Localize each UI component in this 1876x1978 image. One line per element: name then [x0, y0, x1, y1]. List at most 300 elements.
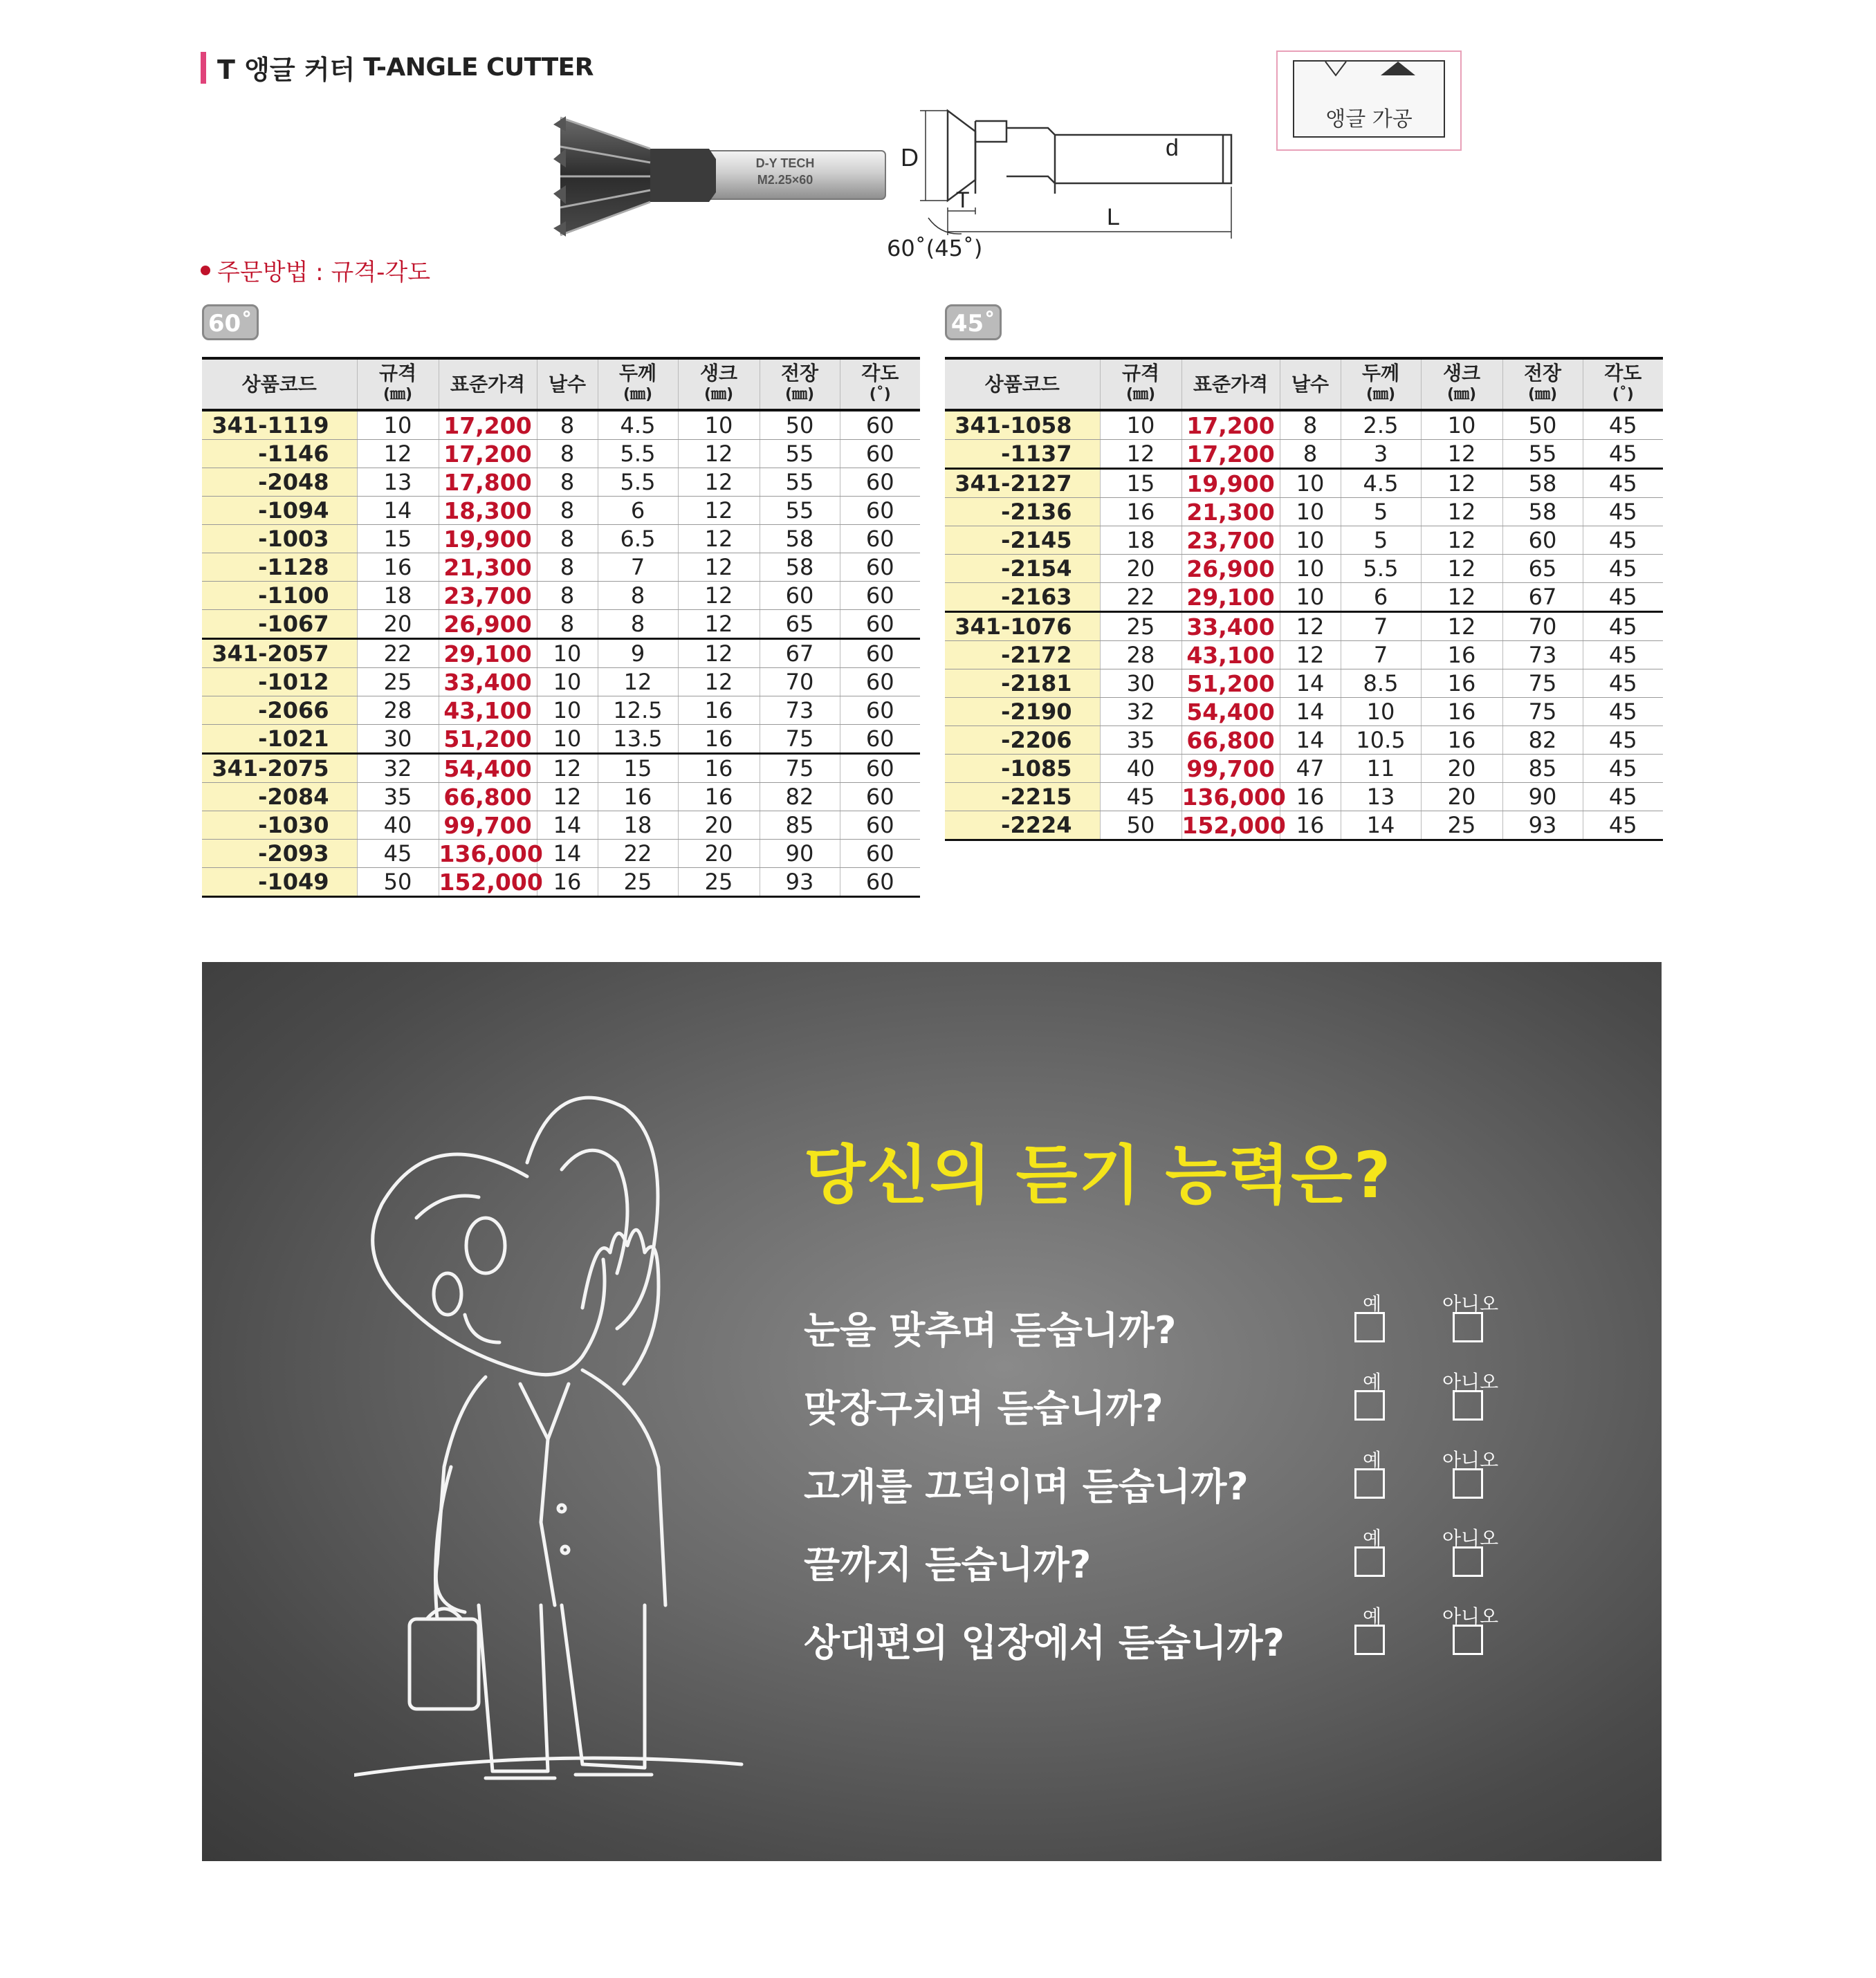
cell-length: 75	[1502, 669, 1583, 698]
engraving-brand: D-Y TECH	[755, 156, 815, 170]
cell-price: 66,800	[1181, 726, 1280, 755]
cell-teeth: 16	[537, 868, 598, 897]
cell-teeth: 10	[1280, 469, 1341, 498]
cell-price: 17,200	[1181, 410, 1280, 440]
cell-thickness: 15	[598, 754, 678, 783]
cell-shank: 10	[1421, 410, 1502, 440]
title-accent-bar	[201, 52, 206, 84]
cell-shank: 12	[678, 497, 760, 525]
cell-angle: 45	[1583, 641, 1663, 669]
checkbox-yes-2[interactable]	[1354, 1390, 1385, 1421]
cell-shank: 16	[678, 783, 760, 811]
spec-table-60	[202, 357, 920, 898]
cell-spec: 15	[1100, 469, 1181, 498]
cell-shank: 16	[1421, 641, 1502, 669]
cell-price: 136,000	[1181, 783, 1286, 811]
col-angle: 각도 (˚)	[1583, 358, 1663, 410]
checkbox-no-3[interactable]	[1453, 1468, 1483, 1499]
cell-shank: 12	[1421, 526, 1502, 555]
cell-code: -1146	[202, 440, 357, 468]
table-row	[202, 497, 920, 525]
cell-price: 43,100	[1181, 641, 1280, 669]
order-method	[201, 253, 430, 287]
cell-code: -1137	[945, 440, 1100, 469]
cell-angle: 45	[1583, 526, 1663, 555]
cell-length: 73	[1502, 641, 1583, 669]
question-3: 고개를 끄덕이며 듣습니까?	[804, 1465, 1249, 1508]
cell-angle: 45	[1583, 698, 1663, 726]
col-length: 전장 (㎜)	[1502, 358, 1583, 410]
cell-shank: 20	[678, 840, 760, 868]
cell-code: 341-2127	[945, 469, 1100, 498]
cell-angle: 45	[1583, 498, 1663, 526]
cell-length: 90	[1502, 783, 1583, 811]
cell-spec: 22	[357, 639, 439, 668]
order-method-text: 주문방법 : 규격-각도	[217, 259, 431, 286]
cell-spec: 35	[1100, 726, 1181, 755]
cell-angle: 45	[1583, 440, 1663, 469]
table-row	[202, 468, 920, 497]
cell-teeth: 16	[1280, 783, 1341, 811]
cell-shank: 10	[678, 410, 760, 440]
cell-angle: 60	[840, 639, 920, 668]
question-4: 끝까지 듣습니까?	[804, 1543, 1092, 1587]
cell-shank: 20	[678, 811, 760, 840]
cell-length: 75	[760, 754, 840, 783]
table-row	[202, 440, 920, 468]
cell-code: -2181	[945, 669, 1100, 698]
cell-length: 55	[760, 468, 840, 497]
cell-angle: 60	[840, 440, 920, 468]
cell-code: -2172	[945, 641, 1100, 669]
cell-shank: 12	[1421, 612, 1502, 641]
cell-teeth: 10	[1280, 526, 1341, 555]
cell-length: 82	[760, 783, 840, 811]
cell-spec: 40	[357, 811, 439, 840]
table-row	[945, 583, 1663, 612]
col-teeth: 날수	[537, 358, 598, 410]
product-photo	[546, 111, 892, 242]
cell-length: 70	[1502, 612, 1583, 641]
col-price: 표준가격	[1181, 358, 1280, 410]
page-title	[201, 48, 594, 86]
cell-thickness: 8	[598, 582, 678, 610]
cell-angle: 60	[840, 783, 920, 811]
cell-spec: 45	[1100, 783, 1181, 811]
cell-price: 33,400	[1181, 612, 1280, 641]
cell-teeth: 47	[1280, 755, 1341, 783]
cell-length: 93	[760, 868, 840, 897]
cell-price: 136,000	[439, 840, 543, 867]
cell-price: 54,400	[439, 754, 537, 783]
bullet-icon	[201, 266, 210, 275]
angle-note: 60˚(45˚)	[887, 235, 983, 261]
cell-thickness: 6	[598, 497, 678, 525]
cell-angle: 60	[840, 868, 920, 897]
badge-45: 45˚	[945, 304, 1002, 340]
cell-shank: 12	[678, 440, 760, 468]
cell-code: -2206	[945, 726, 1100, 755]
cell-teeth: 8	[537, 610, 598, 639]
yes-label: 예	[1363, 1449, 1382, 1472]
table-row	[945, 440, 1663, 469]
cell-angle: 60	[840, 668, 920, 696]
cell-spec: 45	[357, 840, 439, 868]
cell-teeth: 8	[537, 582, 598, 610]
cell-length: 75	[760, 725, 840, 754]
cell-thickness: 5.5	[598, 468, 678, 497]
cell-spec: 25	[1100, 612, 1181, 641]
cell-spec: 28	[357, 696, 439, 725]
cell-thickness: 7	[1341, 612, 1421, 641]
cell-teeth: 12	[537, 783, 598, 811]
checkbox-no-1[interactable]	[1453, 1312, 1483, 1342]
cell-code: -2224	[945, 811, 1100, 840]
cell-angle: 45	[1583, 612, 1663, 641]
cell-shank: 12	[678, 553, 760, 582]
process-illustration	[1276, 50, 1462, 151]
cell-shank: 12	[678, 525, 760, 553]
dim-T: T	[956, 187, 970, 212]
cell-code: -1021	[202, 725, 357, 754]
cell-price: 51,200	[1181, 669, 1280, 698]
col-code: 상품코드	[945, 358, 1100, 410]
cell-teeth: 10	[537, 725, 598, 754]
cell-shank: 20	[1421, 755, 1502, 783]
cell-code: -2190	[945, 698, 1100, 726]
col-code: 상품코드	[202, 358, 357, 410]
cell-teeth: 14	[1280, 726, 1341, 755]
table-row	[945, 526, 1663, 555]
table-row	[945, 811, 1663, 840]
cell-teeth: 8	[537, 525, 598, 553]
table-row	[945, 555, 1663, 583]
cell-price: 29,100	[1181, 583, 1280, 612]
cell-price: 17,800	[439, 468, 537, 497]
listening-quiz-panel	[202, 962, 1662, 1861]
cell-code: -2163	[945, 583, 1100, 612]
cell-length: 75	[1502, 698, 1583, 726]
yes-label: 예	[1363, 1371, 1382, 1394]
cell-spec: 32	[1100, 698, 1181, 726]
cell-shank: 16	[1421, 726, 1502, 755]
engraving-size: M2.25×60	[757, 173, 813, 187]
col-price: 표준가격	[439, 358, 537, 410]
cell-teeth: 8	[1280, 440, 1341, 469]
cell-thickness: 13.5	[598, 725, 678, 754]
cell-spec: 32	[357, 754, 439, 783]
checkbox-yes-4[interactable]	[1354, 1546, 1385, 1577]
cell-angle: 60	[840, 497, 920, 525]
cell-length: 65	[1502, 555, 1583, 583]
table-row	[202, 868, 920, 897]
cell-length: 50	[1502, 410, 1583, 440]
cell-angle: 60	[840, 754, 920, 783]
checkbox-yes-3[interactable]	[1354, 1468, 1385, 1499]
cell-thickness: 22	[598, 840, 678, 868]
table-row	[202, 783, 920, 811]
cell-spec: 30	[1100, 669, 1181, 698]
table-header-row	[945, 358, 1663, 410]
cell-code: -1012	[202, 668, 357, 696]
table-row	[945, 726, 1663, 755]
cell-spec: 50	[357, 868, 439, 897]
cell-teeth: 10	[537, 696, 598, 725]
cell-shank: 25	[678, 868, 760, 897]
cell-angle: 45	[1583, 555, 1663, 583]
cell-angle: 45	[1583, 410, 1663, 440]
cell-angle: 45	[1583, 726, 1663, 755]
cell-length: 58	[760, 553, 840, 582]
cell-thickness: 9	[598, 639, 678, 668]
table-row	[945, 612, 1663, 641]
cell-angle: 60	[840, 553, 920, 582]
cell-angle: 45	[1583, 469, 1663, 498]
cell-thickness: 8.5	[1341, 669, 1421, 698]
cell-teeth: 8	[537, 468, 598, 497]
title-english: T-ANGLE CUTTER	[363, 53, 594, 82]
cell-angle: 60	[840, 610, 920, 639]
cell-spec: 22	[1100, 583, 1181, 612]
cell-thickness: 7	[1341, 641, 1421, 669]
cell-spec: 13	[357, 468, 439, 497]
cell-price: 152,000	[1181, 811, 1286, 839]
quiz-heading: 당신의 듣기 능력은?	[804, 1138, 1392, 1212]
cell-length: 58	[760, 525, 840, 553]
cell-code: -2145	[945, 526, 1100, 555]
cell-thickness: 12	[598, 668, 678, 696]
cell-price: 18,300	[439, 497, 537, 525]
cell-code: -1085	[945, 755, 1100, 783]
cell-price: 33,400	[439, 668, 537, 696]
cell-shank: 12	[1421, 440, 1502, 469]
cell-teeth: 14	[537, 811, 598, 840]
cell-spec: 10	[1100, 410, 1181, 440]
cell-angle: 60	[840, 696, 920, 725]
cell-code: -2048	[202, 468, 357, 497]
cell-price: 54,400	[1181, 698, 1280, 726]
cell-code: 341-2075	[202, 754, 357, 783]
cell-price: 29,100	[439, 639, 537, 668]
listening-man-illustration	[354, 1080, 852, 1827]
cell-spec: 30	[357, 725, 439, 754]
cell-teeth: 8	[537, 497, 598, 525]
cell-shank: 12	[1421, 469, 1502, 498]
dovetail-groove-icon	[1294, 62, 1444, 89]
no-label: 아니오	[1442, 1293, 1499, 1315]
dim-d: d	[1166, 135, 1179, 161]
process-frame	[1293, 60, 1445, 138]
cell-spec: 20	[1100, 555, 1181, 583]
cell-price: 99,700	[439, 811, 537, 840]
cell-shank: 12	[1421, 555, 1502, 583]
cell-angle: 45	[1583, 755, 1663, 783]
cell-length: 67	[760, 639, 840, 668]
question-2: 맞장구치며 듣습니까?	[804, 1387, 1164, 1430]
cell-code: -1067	[202, 610, 357, 639]
cell-thickness: 5	[1341, 526, 1421, 555]
checkbox-no-5[interactable]	[1453, 1625, 1483, 1655]
cell-shank: 12	[678, 610, 760, 639]
cell-thickness: 8	[598, 610, 678, 639]
cell-code: -1100	[202, 582, 357, 610]
cell-shank: 12	[1421, 583, 1502, 612]
col-length: 전장 (㎜)	[760, 358, 840, 410]
cell-shank: 12	[678, 468, 760, 497]
checkbox-yes-5[interactable]	[1354, 1625, 1385, 1655]
cell-price: 23,700	[1181, 526, 1280, 555]
table-row	[945, 641, 1663, 669]
cell-length: 60	[760, 582, 840, 610]
cell-teeth: 8	[1280, 410, 1341, 440]
cell-code: -2066	[202, 696, 357, 725]
cell-thickness: 25	[598, 868, 678, 897]
spec-table-45	[945, 357, 1663, 841]
cell-spec: 35	[357, 783, 439, 811]
cell-length: 65	[760, 610, 840, 639]
cell-teeth: 8	[537, 440, 598, 468]
cell-length: 85	[1502, 755, 1583, 783]
cell-length: 70	[760, 668, 840, 696]
cell-spec: 16	[357, 553, 439, 582]
table-row	[202, 754, 920, 783]
cell-spec: 28	[1100, 641, 1181, 669]
cell-code: 341-1058	[945, 410, 1100, 440]
table-row	[202, 725, 920, 754]
cell-price: 43,100	[439, 696, 537, 725]
cell-length: 60	[1502, 526, 1583, 555]
cell-price: 21,300	[439, 553, 537, 582]
table-row	[202, 639, 920, 668]
table-row	[945, 755, 1663, 783]
table-row	[202, 582, 920, 610]
cell-spec: 25	[357, 668, 439, 696]
cell-shank: 16	[678, 725, 760, 754]
checkbox-yes-1[interactable]	[1354, 1312, 1385, 1342]
cell-thickness: 6	[1341, 583, 1421, 612]
cell-spec: 12	[1100, 440, 1181, 469]
table-row	[945, 498, 1663, 526]
table-row	[945, 410, 1663, 440]
cell-spec: 18	[1100, 526, 1181, 555]
cell-angle: 60	[840, 725, 920, 754]
cell-thickness: 12.5	[598, 696, 678, 725]
checkbox-no-4[interactable]	[1453, 1546, 1483, 1577]
cell-angle: 60	[840, 525, 920, 553]
cell-angle: 60	[840, 410, 920, 440]
cell-thickness: 18	[598, 811, 678, 840]
checkbox-no-2[interactable]	[1453, 1390, 1483, 1421]
cell-code: -1003	[202, 525, 357, 553]
cell-code: -2136	[945, 498, 1100, 526]
cell-spec: 18	[357, 582, 439, 610]
cell-thickness: 10.5	[1341, 726, 1421, 755]
cell-code: -2084	[202, 783, 357, 811]
yes-label: 예	[1363, 1293, 1382, 1315]
cell-thickness: 14	[1341, 811, 1421, 840]
cell-length: 50	[760, 410, 840, 440]
cell-price: 99,700	[1181, 755, 1280, 783]
cell-code: -2093	[202, 840, 357, 868]
cell-shank: 16	[1421, 669, 1502, 698]
col-spec: 규격 (㎜)	[357, 358, 439, 410]
cell-price: 19,900	[1181, 469, 1280, 498]
cell-spec: 12	[357, 440, 439, 468]
cell-spec: 16	[1100, 498, 1181, 526]
cell-code: -1128	[202, 553, 357, 582]
cell-teeth: 10	[537, 639, 598, 668]
question-5: 상대편의 입장에서 듣습니까?	[804, 1621, 1285, 1665]
cell-price: 21,300	[1181, 498, 1280, 526]
table-row	[945, 783, 1663, 811]
cell-shank: 12	[1421, 498, 1502, 526]
yes-label: 예	[1363, 1605, 1382, 1628]
cell-price: 17,200	[439, 410, 537, 440]
cell-spec: 15	[357, 525, 439, 553]
cell-code: -1094	[202, 497, 357, 525]
cell-shank: 12	[678, 668, 760, 696]
cell-length: 67	[1502, 583, 1583, 612]
cell-code: 341-2057	[202, 639, 357, 668]
cell-angle: 45	[1583, 811, 1663, 840]
cell-angle: 60	[840, 840, 920, 868]
table-row	[202, 840, 920, 868]
table-row	[202, 811, 920, 840]
cell-price: 17,200	[439, 440, 537, 468]
cell-angle: 60	[840, 582, 920, 610]
no-label: 아니오	[1442, 1527, 1499, 1550]
cell-spec: 10	[357, 410, 439, 440]
cell-shank: 12	[678, 639, 760, 668]
table-row	[202, 410, 920, 440]
cell-teeth: 10	[1280, 583, 1341, 612]
cell-length: 58	[1502, 469, 1583, 498]
cell-teeth: 14	[1280, 669, 1341, 698]
cell-teeth: 8	[537, 410, 598, 440]
cell-code: -2215	[945, 783, 1100, 811]
table-row	[945, 698, 1663, 726]
cell-price: 66,800	[439, 783, 537, 811]
cell-spec: 40	[1100, 755, 1181, 783]
no-label: 아니오	[1442, 1371, 1499, 1394]
cell-shank: 25	[1421, 811, 1502, 840]
cell-length: 82	[1502, 726, 1583, 755]
dim-D: D	[901, 143, 919, 172]
cell-teeth: 10	[1280, 555, 1341, 583]
cell-length: 55	[760, 440, 840, 468]
cell-code: -1030	[202, 811, 357, 840]
cell-angle: 45	[1583, 583, 1663, 612]
cell-shank: 16	[1421, 698, 1502, 726]
cell-teeth: 14	[1280, 698, 1341, 726]
cell-length: 85	[760, 811, 840, 840]
cell-teeth: 16	[1280, 811, 1341, 840]
cell-thickness: 4.5	[1341, 469, 1421, 498]
cell-length: 55	[1502, 440, 1583, 469]
cell-price: 19,900	[439, 525, 537, 553]
table-row	[202, 668, 920, 696]
cell-thickness: 5.5	[598, 440, 678, 468]
cell-shank: 16	[678, 696, 760, 725]
cell-spec: 20	[357, 610, 439, 639]
col-angle: 각도 (˚)	[840, 358, 920, 410]
col-thickness: 두께 (㎜)	[598, 358, 678, 410]
cell-length: 58	[1502, 498, 1583, 526]
cell-price: 23,700	[439, 582, 537, 610]
cell-angle: 60	[840, 811, 920, 840]
question-1: 눈을 맞추며 듣습니까?	[804, 1309, 1177, 1352]
cell-code: -1049	[202, 868, 357, 897]
